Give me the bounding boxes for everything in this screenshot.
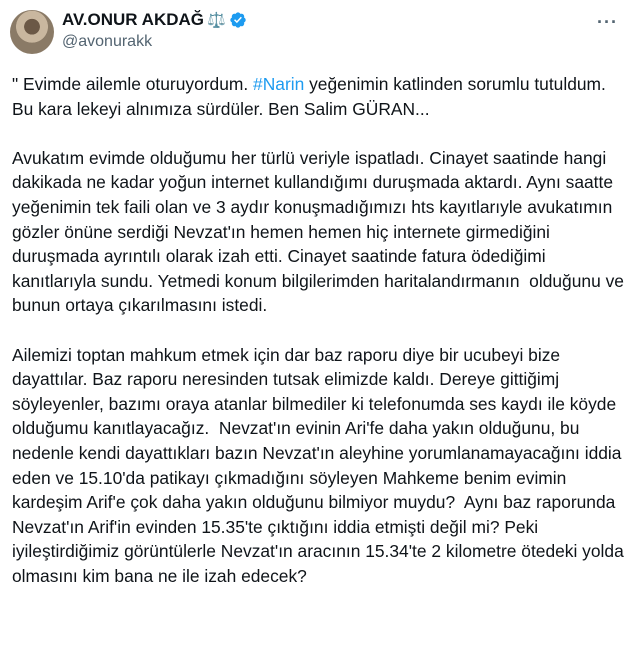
hashtag-link[interactable]: #Narin xyxy=(253,74,305,94)
tweet-text xyxy=(10,72,630,588)
scales-emoji-icon: ⚖️ xyxy=(207,11,226,29)
tweet-paragraph-2: Avukatım evimde olduğumu her türlü veriyle ispatladı. Cinayet saatinde hangi dakikada ne kadar yoğun internet kullandığımı duruşmada aktardı. Aynı saatte yeğenimin tek faili olan ve 3 aydır konuşmadığımızı hts kayıtlarıyle avukatımın gözler önüne serdiği Nevzat'ın hemen hemen hiç internete girmediğini duruşmada ayrıntılı olarak izah etti. Cinayet saatinde fatura ödediğimi kanıtlarıyla sundu. Yetmedi konum bilgilerimden haritalandırmanın olduğunu ve bunun ortaya çıkarılmasını istedi. xyxy=(12,147,629,316)
author-info xyxy=(62,10,247,51)
verified-badge-icon[interactable] xyxy=(229,11,247,29)
tweet-paragraph-1 xyxy=(12,72,630,121)
display-name[interactable]: AV.ONUR AKDAĞ xyxy=(62,10,204,29)
avatar[interactable] xyxy=(10,10,54,54)
handle[interactable]: @avonurakk xyxy=(62,33,153,50)
display-name-row xyxy=(62,10,247,30)
text-segment: " Evimde ailemle oturuyordum. xyxy=(12,74,254,94)
text-segment: yeğenimin katlinden sorumlu tutuldum. Bu kara lekeyi alnımıza sürdüler. Ben Salim GÜRAN... xyxy=(12,74,616,119)
tweet-paragraph-3: Ailemizi toptan mahkum etmek için dar baz raporu diye bir ucubeyi bize dayattılar. Baz raporu neresinden tutsak elimizde kaldı. Dereye gittiğimj söyleyenler, bazımı oraya atanlar bilmediler ki telefonumda ses kaydı ile köyde olduğumu kanıtlayacağız. Nevzat'ın evinin Ari'fe daha yakın olduğunu, bu nedenle kendi dayattıkları bazın Nevzat'ın aleyhine yorumlanamayacağını iddia eden ve 15.10'da patikayı çıkmadığını söyleyen Mahkeme benim evimin kardeşim Arif'e çok daha yakın olduğunu bilmiyor muydu? Aynı baz raporunda Nevzat'ın Arif'in evinden 15.35'te çıktığını iddia etmişti değil mi? Peki iyileştirdiğimiz görüntülerle Nevzat'ın aracının 15.34'te 2 kilometre ötedeki yolda olmasını kim bana ne ile izah edecek? xyxy=(12,344,629,586)
more-options-icon[interactable]: ··· xyxy=(597,12,618,32)
tweet-header xyxy=(10,8,630,62)
